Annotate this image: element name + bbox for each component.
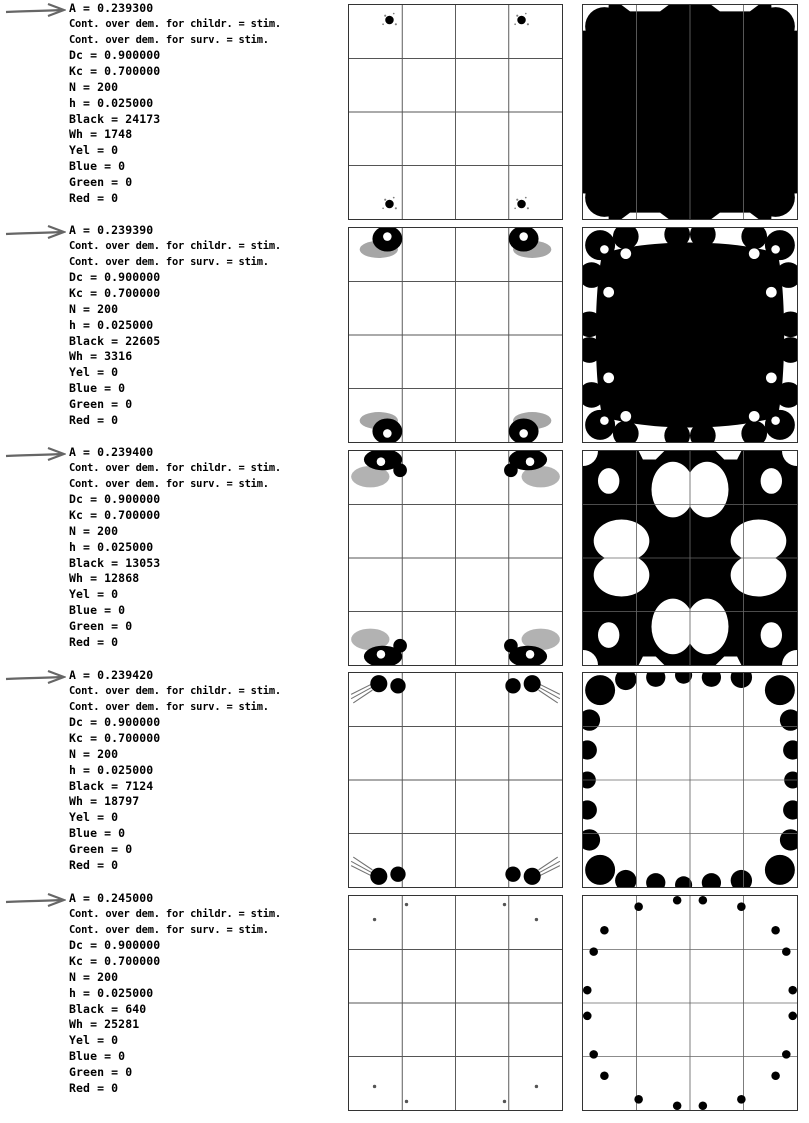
right-arrow-icon — [4, 2, 66, 20]
param-h: h = 0.025000 — [69, 539, 154, 554]
param-h: h = 0.025000 — [69, 762, 154, 777]
param-white: Wh = 1748 — [69, 127, 133, 142]
basin-plot — [582, 672, 798, 888]
param-n: N = 200 — [69, 969, 119, 984]
param-kc: Kc = 0.700000 — [69, 954, 161, 969]
param-red: Red = 0 — [69, 1080, 119, 1095]
param-kc: Kc = 0.700000 — [69, 286, 161, 301]
param-black: Black = 22605 — [69, 333, 161, 348]
param-a: A = 0.239400 — [69, 445, 154, 459]
basin-plot — [582, 4, 798, 220]
param-white: Wh = 3316 — [69, 349, 133, 364]
param-red: Red = 0 — [69, 412, 119, 427]
parameter-list — [69, 1, 347, 206]
param-dc: Dc = 0.900000 — [69, 492, 161, 507]
phase-portrait-plot — [348, 672, 563, 888]
param-yellow: Yel = 0 — [69, 143, 119, 158]
param-yellow: Yel = 0 — [69, 810, 119, 825]
right-arrow-icon — [4, 446, 66, 464]
param-red: Red = 0 — [69, 190, 119, 205]
param-survival-condition: Cont. over dem. for surv. = stim. — [69, 255, 269, 268]
param-white: Wh = 18797 — [69, 794, 140, 809]
param-blue: Blue = 0 — [69, 825, 126, 840]
param-h: h = 0.025000 — [69, 985, 154, 1000]
param-kc: Kc = 0.700000 — [69, 508, 161, 523]
param-dc: Dc = 0.900000 — [69, 715, 161, 730]
param-blue: Blue = 0 — [69, 1048, 126, 1063]
param-survival-condition: Cont. over dem. for surv. = stim. — [69, 700, 269, 713]
right-arrow-icon — [4, 224, 66, 242]
param-green: Green = 0 — [69, 396, 133, 411]
param-h: h = 0.025000 — [69, 317, 154, 332]
param-dc: Dc = 0.900000 — [69, 48, 161, 63]
parameter-list — [69, 668, 347, 873]
param-blue: Blue = 0 — [69, 380, 126, 395]
param-kc: Kc = 0.700000 — [69, 64, 161, 79]
basin-plot — [582, 227, 798, 443]
basin-plot — [582, 895, 798, 1111]
param-children-condition: Cont. over dem. for childr. = stim. — [69, 461, 281, 474]
param-n: N = 200 — [69, 79, 119, 94]
param-children-condition: Cont. over dem. for childr. = stim. — [69, 239, 281, 252]
param-n: N = 200 — [69, 301, 119, 316]
param-green: Green = 0 — [69, 841, 133, 856]
param-a: A = 0.239300 — [69, 1, 154, 15]
param-n: N = 200 — [69, 523, 119, 538]
param-yellow: Yel = 0 — [69, 587, 119, 602]
param-dc: Dc = 0.900000 — [69, 938, 161, 953]
param-black: Black = 7124 — [69, 778, 154, 793]
param-black: Black = 13053 — [69, 555, 161, 570]
param-survival-condition: Cont. over dem. for surv. = stim. — [69, 33, 269, 46]
param-dc: Dc = 0.900000 — [69, 270, 161, 285]
param-yellow: Yel = 0 — [69, 365, 119, 380]
phase-portrait-plot — [348, 450, 563, 666]
param-green: Green = 0 — [69, 1064, 133, 1079]
param-yellow: Yel = 0 — [69, 1033, 119, 1048]
phase-portrait-plot — [348, 895, 563, 1111]
param-kc: Kc = 0.700000 — [69, 731, 161, 746]
param-a: A = 0.239390 — [69, 223, 154, 237]
param-a: A = 0.239420 — [69, 668, 154, 682]
param-black: Black = 24173 — [69, 111, 161, 126]
param-red: Red = 0 — [69, 634, 119, 649]
param-white: Wh = 12868 — [69, 571, 140, 586]
right-arrow-icon — [4, 892, 66, 910]
param-n: N = 200 — [69, 746, 119, 761]
param-a: A = 0.245000 — [69, 891, 154, 905]
parameter-list — [69, 891, 347, 1096]
right-arrow-icon — [4, 669, 66, 687]
param-green: Green = 0 — [69, 174, 133, 189]
param-white: Wh = 25281 — [69, 1017, 140, 1032]
parameter-list — [69, 223, 347, 428]
param-children-condition: Cont. over dem. for childr. = stim. — [69, 17, 281, 30]
param-survival-condition: Cont. over dem. for surv. = stim. — [69, 477, 269, 490]
param-blue: Blue = 0 — [69, 158, 126, 173]
param-black: Black = 640 — [69, 1001, 147, 1016]
param-survival-condition: Cont. over dem. for surv. = stim. — [69, 923, 269, 936]
param-green: Green = 0 — [69, 618, 133, 633]
param-children-condition: Cont. over dem. for childr. = stim. — [69, 907, 281, 920]
param-red: Red = 0 — [69, 857, 119, 872]
param-blue: Blue = 0 — [69, 602, 126, 617]
phase-portrait-plot — [348, 4, 563, 220]
parameter-list — [69, 445, 347, 650]
basin-plot — [582, 450, 798, 666]
param-h: h = 0.025000 — [69, 95, 154, 110]
param-children-condition: Cont. over dem. for childr. = stim. — [69, 684, 281, 697]
phase-portrait-plot — [348, 227, 563, 443]
